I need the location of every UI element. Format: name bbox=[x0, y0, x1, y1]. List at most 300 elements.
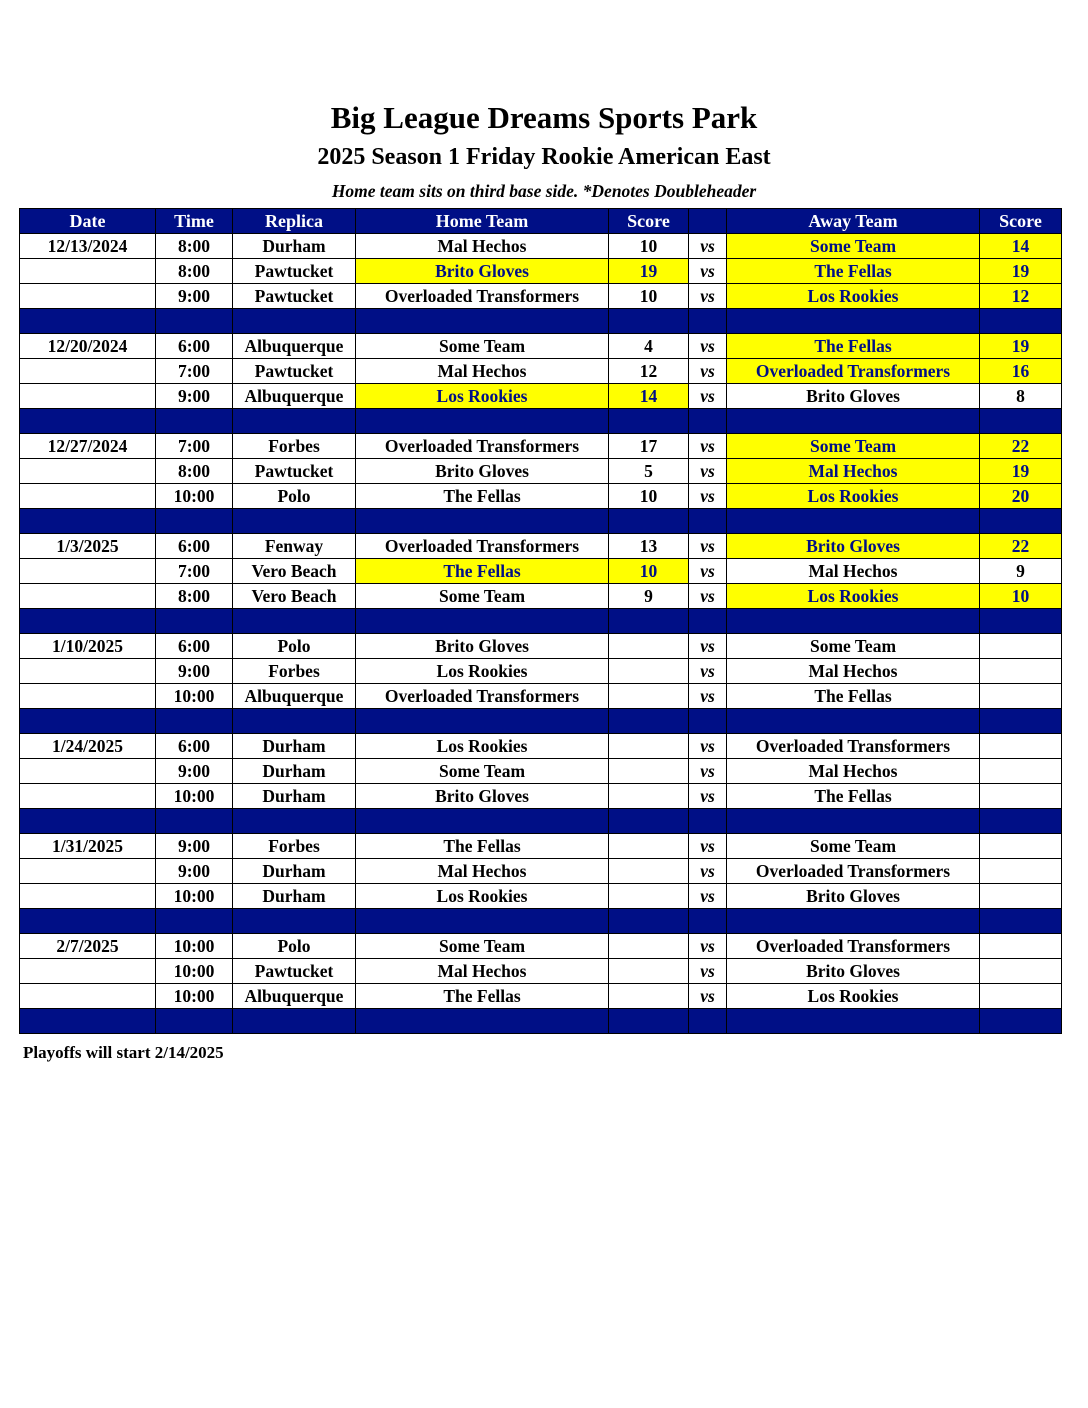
away-score-cell bbox=[980, 684, 1062, 709]
page-title: Big League Dreams Sports Park bbox=[330, 100, 758, 135]
date-cell bbox=[20, 384, 156, 409]
header-replica: Replica bbox=[233, 209, 356, 234]
away-team-cell: Brito Gloves bbox=[727, 959, 980, 984]
header-home-score: Score bbox=[609, 209, 689, 234]
time-cell: 6:00 bbox=[156, 334, 233, 359]
separator-cell bbox=[727, 809, 980, 834]
away-score-cell bbox=[980, 934, 1062, 959]
vs-cell: vs bbox=[689, 534, 727, 559]
table-row bbox=[20, 984, 1062, 1009]
away-score-cell: 22 bbox=[980, 434, 1062, 459]
separator-cell bbox=[20, 509, 156, 534]
home-score-cell bbox=[609, 984, 689, 1009]
vs-cell: vs bbox=[689, 884, 727, 909]
away-score-cell bbox=[980, 984, 1062, 1009]
home-score-cell: 10 bbox=[609, 559, 689, 584]
header-away-score: Score bbox=[980, 209, 1062, 234]
separator-cell bbox=[233, 1009, 356, 1034]
replica-cell: Durham bbox=[233, 734, 356, 759]
vs-cell: vs bbox=[689, 484, 727, 509]
date-cell: 1/10/2025 bbox=[20, 634, 156, 659]
table-row bbox=[20, 834, 1062, 859]
home-team-cell: Overloaded Transformers bbox=[356, 434, 609, 459]
separator-cell bbox=[727, 609, 980, 634]
page-subtitle: 2025 Season 1 Friday Rookie American East bbox=[317, 144, 771, 170]
home-score-cell: 10 bbox=[609, 484, 689, 509]
time-cell: 10:00 bbox=[156, 984, 233, 1009]
home-score-cell bbox=[609, 959, 689, 984]
replica-cell: Durham bbox=[233, 234, 356, 259]
separator-cell bbox=[20, 909, 156, 934]
time-cell: 9:00 bbox=[156, 384, 233, 409]
vs-cell: vs bbox=[689, 784, 727, 809]
separator-cell bbox=[233, 609, 356, 634]
away-score-cell: 19 bbox=[980, 259, 1062, 284]
time-cell: 9:00 bbox=[156, 759, 233, 784]
header-row bbox=[20, 209, 1062, 234]
date-cell bbox=[20, 859, 156, 884]
separator-cell bbox=[356, 909, 609, 934]
table-row bbox=[20, 784, 1062, 809]
separator-cell bbox=[689, 1009, 727, 1034]
table-row bbox=[20, 759, 1062, 784]
date-cell bbox=[20, 684, 156, 709]
date-cell bbox=[20, 484, 156, 509]
home-team-cell: Los Rookies bbox=[356, 734, 609, 759]
date-cell bbox=[20, 659, 156, 684]
home-team-cell: Mal Hechos bbox=[356, 859, 609, 884]
table-row bbox=[20, 559, 1062, 584]
replica-cell: Forbes bbox=[233, 434, 356, 459]
date-cell bbox=[20, 784, 156, 809]
separator-cell bbox=[609, 909, 689, 934]
separator-cell bbox=[727, 409, 980, 434]
replica-cell: Albuquerque bbox=[233, 334, 356, 359]
date-cell: 1/31/2025 bbox=[20, 834, 156, 859]
home-team-cell: Brito Gloves bbox=[356, 634, 609, 659]
time-cell: 8:00 bbox=[156, 459, 233, 484]
away-score-cell: 8 bbox=[980, 384, 1062, 409]
table-row bbox=[20, 534, 1062, 559]
home-score-cell: 9 bbox=[609, 584, 689, 609]
separator-cell bbox=[233, 309, 356, 334]
table-row bbox=[20, 659, 1062, 684]
home-team-cell: The Fellas bbox=[356, 834, 609, 859]
separator-cell bbox=[20, 809, 156, 834]
vs-cell: vs bbox=[689, 859, 727, 884]
away-score-cell: 12 bbox=[980, 284, 1062, 309]
away-team-cell: Brito Gloves bbox=[727, 884, 980, 909]
home-team-cell: Overloaded Transformers bbox=[356, 534, 609, 559]
separator-cell bbox=[156, 1009, 233, 1034]
separator-cell bbox=[727, 309, 980, 334]
separator-cell bbox=[980, 909, 1062, 934]
away-team-cell: Some Team bbox=[727, 434, 980, 459]
vs-cell: vs bbox=[689, 834, 727, 859]
header-vs bbox=[689, 209, 727, 234]
date-cell bbox=[20, 759, 156, 784]
separator-cell bbox=[689, 409, 727, 434]
separator-cell bbox=[727, 909, 980, 934]
away-score-cell bbox=[980, 659, 1062, 684]
away-team-cell: Los Rookies bbox=[727, 984, 980, 1009]
week-separator-row bbox=[20, 709, 1062, 734]
separator-cell bbox=[980, 709, 1062, 734]
away-team-cell: Los Rookies bbox=[727, 284, 980, 309]
replica-cell: Durham bbox=[233, 884, 356, 909]
time-cell: 10:00 bbox=[156, 884, 233, 909]
vs-cell: vs bbox=[689, 284, 727, 309]
header-date: Date bbox=[20, 209, 156, 234]
vs-cell: vs bbox=[689, 634, 727, 659]
separator-cell bbox=[727, 1009, 980, 1034]
time-cell: 10:00 bbox=[156, 959, 233, 984]
replica-cell: Fenway bbox=[233, 534, 356, 559]
separator-cell bbox=[356, 509, 609, 534]
replica-cell: Forbes bbox=[233, 659, 356, 684]
replica-cell: Albuquerque bbox=[233, 384, 356, 409]
table-row bbox=[20, 584, 1062, 609]
away-score-cell bbox=[980, 859, 1062, 884]
home-score-cell: 14 bbox=[609, 384, 689, 409]
away-score-cell bbox=[980, 759, 1062, 784]
separator-cell bbox=[233, 409, 356, 434]
home-score-cell: 10 bbox=[609, 284, 689, 309]
home-score-cell: 10 bbox=[609, 234, 689, 259]
separator-cell bbox=[156, 509, 233, 534]
vs-cell: vs bbox=[689, 959, 727, 984]
date-cell bbox=[20, 584, 156, 609]
away-score-cell: 14 bbox=[980, 234, 1062, 259]
time-cell: 6:00 bbox=[156, 734, 233, 759]
away-score-cell: 9 bbox=[980, 559, 1062, 584]
table-row bbox=[20, 459, 1062, 484]
time-cell: 7:00 bbox=[156, 359, 233, 384]
table-row bbox=[20, 234, 1062, 259]
away-score-cell bbox=[980, 959, 1062, 984]
table-row bbox=[20, 959, 1062, 984]
away-team-cell: Some Team bbox=[727, 834, 980, 859]
replica-cell: Pawtucket bbox=[233, 359, 356, 384]
away-team-cell: The Fellas bbox=[727, 784, 980, 809]
separator-cell bbox=[156, 609, 233, 634]
separator-cell bbox=[980, 309, 1062, 334]
time-cell: 8:00 bbox=[156, 584, 233, 609]
separator-cell bbox=[20, 1009, 156, 1034]
home-team-cell: The Fellas bbox=[356, 559, 609, 584]
away-team-cell: Brito Gloves bbox=[727, 384, 980, 409]
separator-cell bbox=[356, 309, 609, 334]
date-cell bbox=[20, 984, 156, 1009]
away-team-cell: Some Team bbox=[727, 234, 980, 259]
table-row bbox=[20, 259, 1062, 284]
home-score-cell: 19 bbox=[609, 259, 689, 284]
away-team-cell: The Fellas bbox=[727, 684, 980, 709]
vs-cell: vs bbox=[689, 384, 727, 409]
time-cell: 7:00 bbox=[156, 559, 233, 584]
away-team-cell: Los Rookies bbox=[727, 484, 980, 509]
vs-cell: vs bbox=[689, 684, 727, 709]
table-row bbox=[20, 734, 1062, 759]
separator-cell bbox=[233, 709, 356, 734]
away-team-cell: Overloaded Transformers bbox=[727, 859, 980, 884]
separator-cell bbox=[980, 509, 1062, 534]
separator-cell bbox=[609, 709, 689, 734]
home-team-cell: Los Rookies bbox=[356, 659, 609, 684]
home-team-cell: Some Team bbox=[356, 584, 609, 609]
table-row bbox=[20, 334, 1062, 359]
home-score-cell: 5 bbox=[609, 459, 689, 484]
replica-cell: Albuquerque bbox=[233, 684, 356, 709]
replica-cell: Pawtucket bbox=[233, 459, 356, 484]
home-team-cell: Brito Gloves bbox=[356, 259, 609, 284]
home-team-cell: Some Team bbox=[356, 759, 609, 784]
home-score-cell bbox=[609, 859, 689, 884]
separator-cell bbox=[609, 409, 689, 434]
separator-cell bbox=[609, 809, 689, 834]
home-score-cell bbox=[609, 884, 689, 909]
home-team-cell: Some Team bbox=[356, 934, 609, 959]
separator-cell bbox=[233, 809, 356, 834]
home-team-cell: Brito Gloves bbox=[356, 784, 609, 809]
time-cell: 6:00 bbox=[156, 634, 233, 659]
separator-cell bbox=[689, 709, 727, 734]
separator-cell bbox=[356, 809, 609, 834]
time-cell: 9:00 bbox=[156, 659, 233, 684]
separator-cell bbox=[356, 409, 609, 434]
home-team-cell: Los Rookies bbox=[356, 884, 609, 909]
replica-cell: Polo bbox=[233, 634, 356, 659]
page-note: Home team sits on third base side. *Denotes Doubleheader bbox=[331, 181, 757, 201]
vs-cell: vs bbox=[689, 434, 727, 459]
home-team-cell: Overloaded Transformers bbox=[356, 684, 609, 709]
footer-note: Playoffs will start 2/14/2025 bbox=[23, 1043, 224, 1062]
away-score-cell: 19 bbox=[980, 334, 1062, 359]
separator-cell bbox=[689, 809, 727, 834]
replica-cell: Polo bbox=[233, 934, 356, 959]
separator-cell bbox=[980, 409, 1062, 434]
home-score-cell: 12 bbox=[609, 359, 689, 384]
separator-cell bbox=[156, 309, 233, 334]
vs-cell: vs bbox=[689, 359, 727, 384]
vs-cell: vs bbox=[689, 934, 727, 959]
separator-cell bbox=[727, 509, 980, 534]
separator-cell bbox=[356, 1009, 609, 1034]
replica-cell: Durham bbox=[233, 859, 356, 884]
replica-cell: Vero Beach bbox=[233, 559, 356, 584]
away-score-cell: 19 bbox=[980, 459, 1062, 484]
replica-cell: Pawtucket bbox=[233, 284, 356, 309]
separator-cell bbox=[609, 609, 689, 634]
time-cell: 10:00 bbox=[156, 784, 233, 809]
away-score-cell bbox=[980, 884, 1062, 909]
away-team-cell: Some Team bbox=[727, 634, 980, 659]
vs-cell: vs bbox=[689, 584, 727, 609]
home-team-cell: Mal Hechos bbox=[356, 959, 609, 984]
date-cell: 2/7/2025 bbox=[20, 934, 156, 959]
away-team-cell: Mal Hechos bbox=[727, 459, 980, 484]
table-row bbox=[20, 859, 1062, 884]
home-score-cell bbox=[609, 759, 689, 784]
vs-cell: vs bbox=[689, 559, 727, 584]
away-score-cell: 10 bbox=[980, 584, 1062, 609]
table-row bbox=[20, 359, 1062, 384]
time-cell: 9:00 bbox=[156, 834, 233, 859]
date-cell: 1/3/2025 bbox=[20, 534, 156, 559]
replica-cell: Pawtucket bbox=[233, 959, 356, 984]
away-team-cell: Brito Gloves bbox=[727, 534, 980, 559]
week-separator-row bbox=[20, 909, 1062, 934]
away-team-cell: Mal Hechos bbox=[727, 759, 980, 784]
separator-cell bbox=[156, 409, 233, 434]
date-cell bbox=[20, 959, 156, 984]
vs-cell: vs bbox=[689, 334, 727, 359]
home-team-cell: Mal Hechos bbox=[356, 234, 609, 259]
home-score-cell bbox=[609, 659, 689, 684]
separator-cell bbox=[689, 309, 727, 334]
vs-cell: vs bbox=[689, 259, 727, 284]
away-score-cell: 16 bbox=[980, 359, 1062, 384]
vs-cell: vs bbox=[689, 659, 727, 684]
home-score-cell bbox=[609, 934, 689, 959]
header-time: Time bbox=[156, 209, 233, 234]
time-cell: 7:00 bbox=[156, 434, 233, 459]
replica-cell: Forbes bbox=[233, 834, 356, 859]
separator-cell bbox=[156, 709, 233, 734]
away-team-cell: Mal Hechos bbox=[727, 559, 980, 584]
away-score-cell bbox=[980, 734, 1062, 759]
away-team-cell: Mal Hechos bbox=[727, 659, 980, 684]
time-cell: 10:00 bbox=[156, 684, 233, 709]
away-score-cell: 20 bbox=[980, 484, 1062, 509]
away-team-cell: Overloaded Transformers bbox=[727, 934, 980, 959]
replica-cell: Polo bbox=[233, 484, 356, 509]
separator-cell bbox=[980, 809, 1062, 834]
home-team-cell: Mal Hechos bbox=[356, 359, 609, 384]
home-team-cell: Los Rookies bbox=[356, 384, 609, 409]
header-home-team: Home Team bbox=[356, 209, 609, 234]
away-team-cell: The Fellas bbox=[727, 259, 980, 284]
replica-cell: Durham bbox=[233, 784, 356, 809]
home-score-cell: 17 bbox=[609, 434, 689, 459]
separator-cell bbox=[980, 609, 1062, 634]
date-cell bbox=[20, 259, 156, 284]
home-score-cell bbox=[609, 634, 689, 659]
separator-cell bbox=[156, 909, 233, 934]
table-row bbox=[20, 634, 1062, 659]
week-separator-row bbox=[20, 409, 1062, 434]
week-separator-row bbox=[20, 309, 1062, 334]
time-cell: 8:00 bbox=[156, 234, 233, 259]
date-cell: 12/27/2024 bbox=[20, 434, 156, 459]
replica-cell: Durham bbox=[233, 759, 356, 784]
home-team-cell: Some Team bbox=[356, 334, 609, 359]
separator-cell bbox=[609, 309, 689, 334]
away-team-cell: Overloaded Transformers bbox=[727, 734, 980, 759]
time-cell: 9:00 bbox=[156, 284, 233, 309]
date-cell bbox=[20, 459, 156, 484]
week-separator-row bbox=[20, 809, 1062, 834]
separator-cell bbox=[609, 1009, 689, 1034]
separator-cell bbox=[356, 709, 609, 734]
date-cell bbox=[20, 284, 156, 309]
date-cell: 12/20/2024 bbox=[20, 334, 156, 359]
time-cell: 9:00 bbox=[156, 859, 233, 884]
table-row bbox=[20, 434, 1062, 459]
week-separator-row bbox=[20, 609, 1062, 634]
home-score-cell bbox=[609, 784, 689, 809]
week-separator-row bbox=[20, 509, 1062, 534]
away-score-cell bbox=[980, 634, 1062, 659]
home-team-cell: The Fellas bbox=[356, 984, 609, 1009]
separator-cell bbox=[20, 409, 156, 434]
separator-cell bbox=[233, 909, 356, 934]
week-separator-row bbox=[20, 1009, 1062, 1034]
home-score-cell: 4 bbox=[609, 334, 689, 359]
date-cell: 12/13/2024 bbox=[20, 234, 156, 259]
table-row bbox=[20, 884, 1062, 909]
header-away-team: Away Team bbox=[727, 209, 980, 234]
separator-cell bbox=[356, 609, 609, 634]
separator-cell bbox=[609, 509, 689, 534]
schedule-body bbox=[20, 234, 1062, 1034]
separator-cell bbox=[980, 1009, 1062, 1034]
separator-cell bbox=[20, 709, 156, 734]
table-row bbox=[20, 484, 1062, 509]
separator-cell bbox=[689, 609, 727, 634]
away-score-cell: 22 bbox=[980, 534, 1062, 559]
vs-cell: vs bbox=[689, 459, 727, 484]
date-cell bbox=[20, 359, 156, 384]
separator-cell bbox=[233, 509, 356, 534]
away-score-cell bbox=[980, 784, 1062, 809]
home-score-cell bbox=[609, 684, 689, 709]
schedule-table bbox=[19, 208, 1062, 1034]
time-cell: 10:00 bbox=[156, 934, 233, 959]
time-cell: 8:00 bbox=[156, 259, 233, 284]
separator-cell bbox=[689, 509, 727, 534]
home-score-cell bbox=[609, 734, 689, 759]
table-row bbox=[20, 284, 1062, 309]
table-row bbox=[20, 684, 1062, 709]
home-team-cell: Overloaded Transformers bbox=[356, 284, 609, 309]
table-row bbox=[20, 384, 1062, 409]
separator-cell bbox=[20, 309, 156, 334]
separator-cell bbox=[20, 609, 156, 634]
away-team-cell: Los Rookies bbox=[727, 584, 980, 609]
separator-cell bbox=[727, 709, 980, 734]
home-team-cell: The Fellas bbox=[356, 484, 609, 509]
away-team-cell: Overloaded Transformers bbox=[727, 359, 980, 384]
home-score-cell bbox=[609, 834, 689, 859]
date-cell bbox=[20, 559, 156, 584]
vs-cell: vs bbox=[689, 234, 727, 259]
vs-cell: vs bbox=[689, 759, 727, 784]
away-team-cell: The Fellas bbox=[727, 334, 980, 359]
separator-cell bbox=[156, 809, 233, 834]
time-cell: 10:00 bbox=[156, 484, 233, 509]
away-score-cell bbox=[980, 834, 1062, 859]
separator-cell bbox=[689, 909, 727, 934]
vs-cell: vs bbox=[689, 984, 727, 1009]
vs-cell: vs bbox=[689, 734, 727, 759]
date-cell bbox=[20, 884, 156, 909]
home-team-cell: Brito Gloves bbox=[356, 459, 609, 484]
date-cell: 1/24/2025 bbox=[20, 734, 156, 759]
time-cell: 6:00 bbox=[156, 534, 233, 559]
replica-cell: Albuquerque bbox=[233, 984, 356, 1009]
replica-cell: Pawtucket bbox=[233, 259, 356, 284]
